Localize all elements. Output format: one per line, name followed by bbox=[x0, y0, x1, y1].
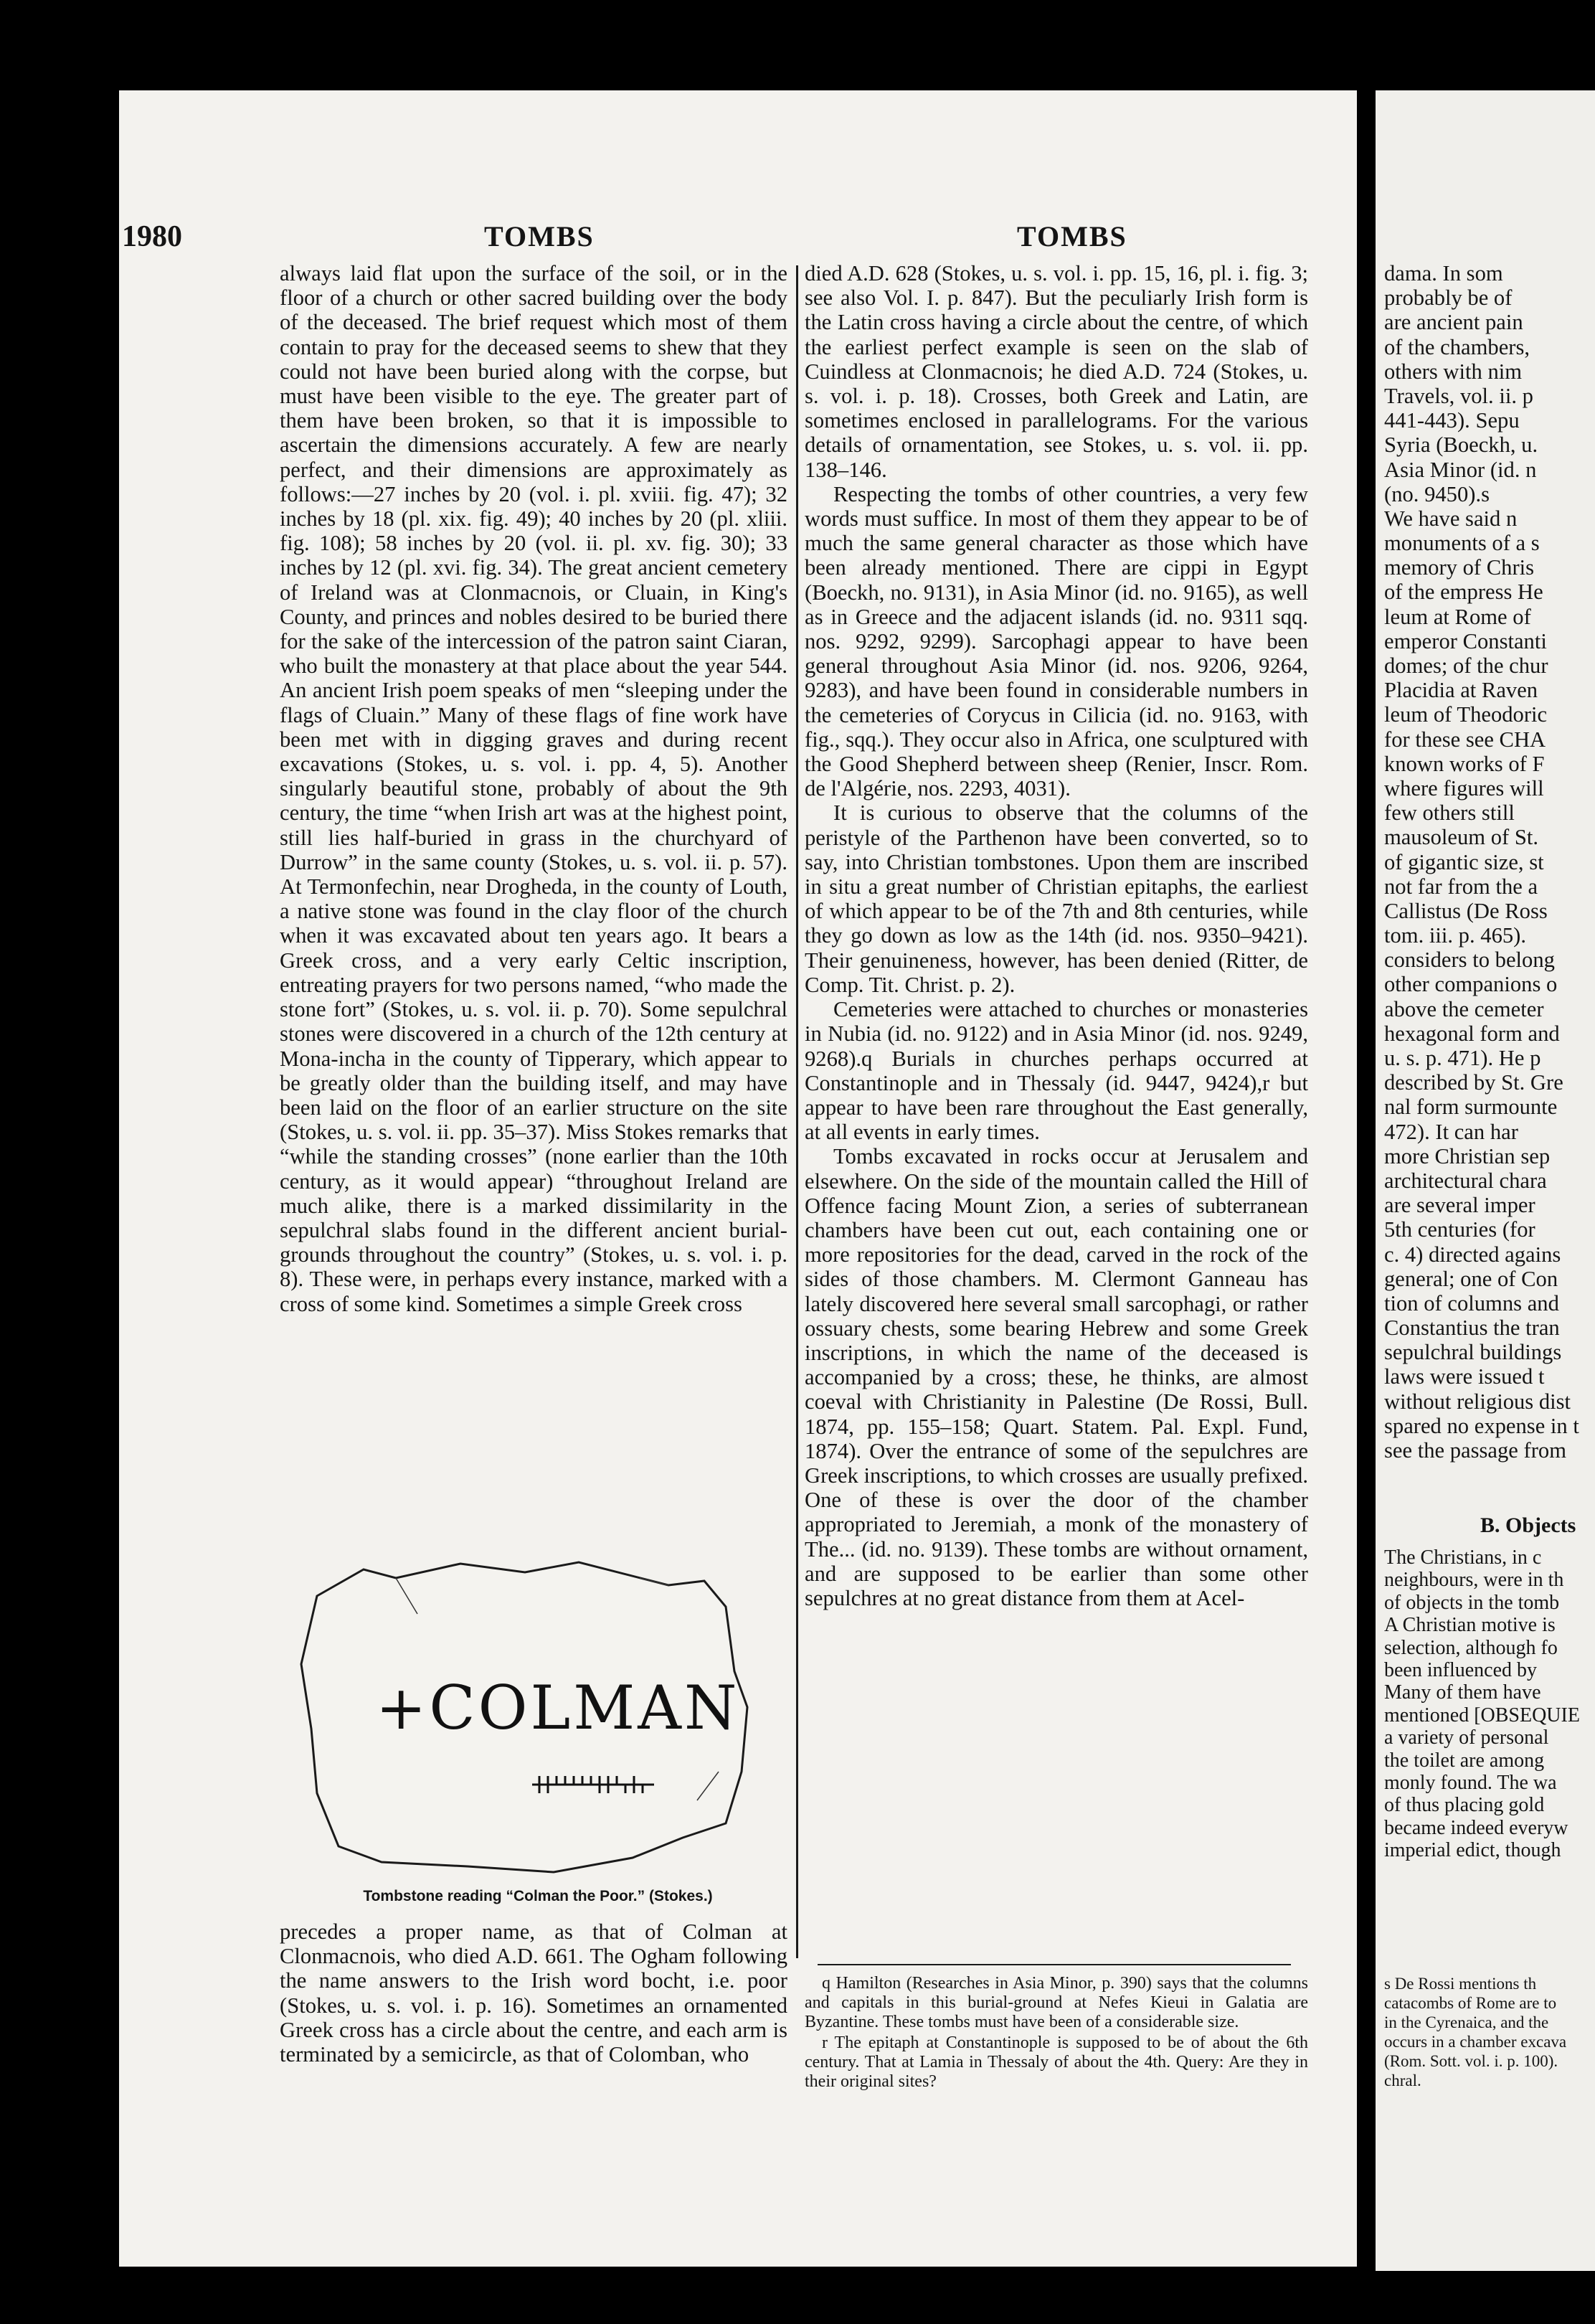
footnote-r: r The epitaph at Constantinople is supposed to be of about the 6th century. That at Lamia in Thessaly of about the 4th. Query: Are they in their original sites? bbox=[805, 2034, 1308, 2091]
next-page-line: 441-443). Sepu bbox=[1384, 408, 1520, 433]
right-column-paragraph-4: Cemeteries were attached to churches or monasteries in Nubia (id. no. 9122) and in Asia Minor (id. nos. 9249, 9268).q Burials in churches perhaps occurred at Constantinople and in Thessaly (id. 9447, 9424),r but appear to have been rare throughout the East generally, at all events in early times. bbox=[805, 997, 1308, 1145]
next-page-footnote-line: s De Rossi mentions th bbox=[1384, 1975, 1537, 1993]
next-page-line: of the empress He bbox=[1384, 580, 1543, 605]
running-head-right: TOMBS bbox=[1017, 220, 1127, 252]
next-page-line: are ancient pain bbox=[1384, 310, 1523, 335]
next-page-line: A Christian motive is bbox=[1384, 1614, 1556, 1637]
next-page-section-text bbox=[1384, 1546, 1595, 1861]
left-column bbox=[280, 261, 787, 1316]
next-page-line: few others still bbox=[1384, 800, 1515, 826]
next-page-line: of the chambers, bbox=[1384, 334, 1530, 359]
next-page-line: memory of Chris bbox=[1384, 555, 1535, 580]
next-page-line: considers to belong bbox=[1384, 948, 1555, 973]
next-page-line: mausoleum of St. bbox=[1384, 825, 1538, 850]
next-page-line: architectural chara bbox=[1384, 1168, 1547, 1193]
next-page-line: u. s. p. 471). He p bbox=[1384, 1046, 1541, 1070]
next-page-line: Many of them have bbox=[1384, 1681, 1541, 1704]
next-page-line: above the cemeter bbox=[1384, 996, 1544, 1021]
next-page-line: spared no expense in t bbox=[1384, 1413, 1579, 1438]
left-column-paragraph: always laid flat upon the surface of the soil, or in the floor of a church or other sacred building over the body of the deceased. The brief request which most of them contain to pray for the deceased seems to shew that they could not have been buried along with the corpse, but must have been visible to the eye. The greater part of them have been broken, so that it is impossible to ascertain the dimensions accurately. A few are nearly perfect, and their dimensions are approximately as follows:—27 inches by 20 (vol. i. pl. xviii. fig. 47); 32 inches by 18 (pl. xix. fig. 49); 40 inches by 20 (pl. xliii. fig. 108); 58 inches by 20 (vol. ii. pl. xv. fig. 30); 33 inches by 12 (pl. xvi. fig. 34). The great ancient cemetery of Ireland was at Clonmacnois, or Cluain, in King's County, and princes and nobles desired to be buried there for the sake of the intercession of the patron saint Ciaran, who built the monastery at that place about the year 544. An ancient Irish poem speaks of men “sleeping under the flags of Cluain.” Many of these flags of fine work have been met with in digging graves and during recent excavations (Stokes, u. s. vol. i. pp. 4, 5). Another singularly beautiful stone, probably of about the 9th century, the time “when Irish art was at the highest point, still lies half-buried in grass in the churchyard of Durrow” in the same county (Stokes, u. s. vol. ii. p. 57). At Termonfechin, near Drogheda, in the county of Louth, a native stone was found in the clay floor of the church when it was excavated about ten years ago. It bears a Greek cross, and a very early Celtic inscription, entreating prayers for two persons named, “who made the stone fort” (Stokes, u. s. vol. ii. p. 70). Some sepulchral stones were discovered in a church of the 12th century at Mona-incha in the county of Tipperary, which appear to be greatly older than the building itself, and may have been laid on the floor of an earlier structure on the site (Stokes, u. s. vol. ii. pp. 35–37). Miss Stokes remarks that “while the standing crosses” (none earlier than the 10th century, as it would appear) “throughout Ireland are much alike, there is a marked dissimilarity in the sepulchral slabs found in the different ancient burial-grounds throughout the country” (Stokes, u. s. vol. i. p. 8). These were, in perhaps every instance, marked with a cross of some kind. Sometimes a simple Greek cross bbox=[280, 261, 787, 1316]
next-page-line: leum at Rome of bbox=[1384, 604, 1531, 629]
next-page-line: Callistus (De Ross bbox=[1384, 898, 1548, 923]
next-page-line: (no. 9450).s bbox=[1384, 481, 1490, 506]
next-page-line: nal form surmounte bbox=[1384, 1095, 1558, 1120]
next-page-line: of thus placing gold bbox=[1384, 1794, 1545, 1817]
next-page-line: without religious dist bbox=[1384, 1389, 1571, 1414]
next-page-line: domes; of the chur bbox=[1384, 653, 1548, 678]
next-page-line: c. 4) directed agains bbox=[1384, 1242, 1561, 1267]
next-page-line: 472). It can har bbox=[1384, 1119, 1518, 1144]
footnote-rule bbox=[818, 1964, 1291, 1965]
next-page-footnote-line: (Rom. Sott. vol. i. p. 100). bbox=[1384, 2052, 1558, 2070]
tombstone-figure bbox=[295, 1557, 762, 1901]
left-column-continuation: precedes a proper name, as that of Colman at Clonmacnois, who died A.D. 661. The Ogham following the name answers to the Irish word bocht, i.e. poor (Stokes, u. s. vol. i. p. 16). Sometimes an ornamented Greek cross has a circle about the centre, and each arm is terminated by a semicircle, as that of Colomban, who bbox=[280, 1919, 787, 2067]
next-page-footnote bbox=[1384, 1974, 1566, 2090]
next-page-line: for these see CHA bbox=[1384, 727, 1546, 752]
footnote-q: q Hamilton (Researches in Asia Minor, p. 390) says that the columns and capitals in this burial-ground at Nefes Kieui in Galatia are Byzantine. These tombs must have been of a considerable size. bbox=[805, 1974, 1308, 2031]
next-page-line: Constantius the tran bbox=[1384, 1315, 1560, 1341]
next-page-line: are several imper bbox=[1384, 1193, 1535, 1218]
next-page-line: been influenced by bbox=[1384, 1658, 1538, 1681]
colman-inscription: +COLMAN bbox=[376, 1673, 740, 1743]
next-page-line: monuments of a s bbox=[1384, 531, 1540, 556]
next-page-line: neighbours, were in th bbox=[1384, 1569, 1564, 1592]
next-page-line: monly found. The wa bbox=[1384, 1771, 1557, 1794]
next-page-line: hexagonal form and bbox=[1384, 1021, 1560, 1046]
next-page-line: tom. iii. p. 465). bbox=[1384, 923, 1527, 948]
next-page-line: The Christians, in c bbox=[1384, 1546, 1542, 1569]
next-page-line: of gigantic size, st bbox=[1384, 849, 1544, 874]
next-page-line: not far from the a bbox=[1384, 874, 1538, 899]
column-rule bbox=[796, 265, 798, 1958]
next-page-line: where figures will bbox=[1384, 775, 1544, 800]
right-column-paragraph-5: Tombs excavated in rocks occur at Jerusalem and elsewhere. On the side of the mountain called the Hill of Offence facing Mount Zion, a series of subterranean chambers have been cut out, each containing one or more repositories for the dead, carved in the rock of the sides of those chambers. M. Clermont Ganneau has lately discovered here several small sarcophagi, or rather ossuary chests, some bearing Hebrew and some Greek inscriptions, in which the name of the deceased is accompanied by a cross; these, he thinks, are almost coeval with Christianity in Palestine (De Rossi, Bull. 1874, pp. 155–158; Quart. Statem. Pal. Expl. Fund, 1874). Over the entrance of some of the sepulchres are Greek inscriptions, to which crosses are usually prefixed. One of these is over the door of the chamber appropriated to Jeremiah, a monk of the monastery of The... (id. no. 9139). These tombs are without ornament, and are supposed to be earlier than some other sepulchres at no great distance from them at Acel- bbox=[805, 1144, 1308, 1610]
next-page-line: known works of F bbox=[1384, 751, 1545, 776]
running-head-left: TOMBS bbox=[484, 220, 595, 252]
right-column bbox=[805, 261, 1308, 1610]
page-gutter bbox=[1357, 86, 1376, 2267]
next-page-line: of objects in the tomb bbox=[1384, 1591, 1560, 1614]
next-page-footnote-line: occurs in a chamber excava bbox=[1384, 2033, 1567, 2051]
next-page-column bbox=[1384, 261, 1595, 1463]
next-page-line: Syria (Boeckh, u. bbox=[1384, 433, 1538, 458]
next-page-line: emperor Constanti bbox=[1384, 628, 1547, 653]
next-page-line: a variety of personal bbox=[1384, 1727, 1549, 1749]
next-page-line: Asia Minor (id. n bbox=[1384, 457, 1537, 482]
next-page-line: others with nim bbox=[1384, 359, 1523, 384]
next-page-line: tion of columns and bbox=[1384, 1290, 1559, 1315]
next-page-section-heading: B. Objects bbox=[1480, 1513, 1576, 1537]
footnotes bbox=[805, 1974, 1308, 2093]
next-page-line: Travels, vol. ii. p bbox=[1384, 383, 1533, 408]
next-page-line: probably be of bbox=[1384, 285, 1513, 311]
right-column-paragraph-1: died A.D. 628 (Stokes, u. s. vol. i. pp. 15, 16, pl. i. fig. 3; see also Vol. I. p. 847). But the peculiarly Irish form is the Latin cross having a circle about the centre, of which the earliest perfect example is seen on the slab of Cuindless at Clonmacnois; he died A.D. 724 (Stokes, u. s. vol. i. p. 18). Crosses, both Greek and Latin, are sometimes enclosed in parallelograms. For the various details of ornamentation, see Stokes, u. s. vol. ii. pp. 138–146. bbox=[805, 261, 1308, 482]
right-column-paragraph-2: Respecting the tombs of other countries, a very few words must suffice. In most of them they appear to be of much the same general character as those which have been already mentioned. There are cippi in Egypt (Boeckh, no. 9131), in Asia Minor (id. no. 9165), as well as in Greece and the adjacent islands (id. no. 9311 sqq. nos. 9292, 9299). Sarcophagi appear to have been general throughout Asia Minor (id. nos. 9206, 9264, 9283), and have been found in considerable numbers in the cemeteries of Corycus in Cilicia (id. no. 9163, with fig., sqq.). They occur also in Africa, one sculptured with the Good Shepherd between sheep (Renier, Inscr. Rom. de l'Algérie, nos. 2293, 4031). bbox=[805, 481, 1308, 801]
next-page-footnote-line: in the Cyrenaica, and the bbox=[1384, 2013, 1549, 2031]
next-page-line: mentioned [OBSEQUIE bbox=[1384, 1704, 1580, 1727]
next-page-line: selection, although fo bbox=[1384, 1636, 1558, 1659]
next-page-line: dama. In som bbox=[1384, 261, 1503, 285]
next-page-line: see the passage from bbox=[1384, 1438, 1566, 1463]
next-page-line: 5th centuries (for bbox=[1384, 1217, 1535, 1242]
page-number: 1980 bbox=[122, 220, 182, 253]
next-page-footnote-line: catacombs of Rome are to bbox=[1384, 1994, 1557, 2012]
next-page-line: leum of Theodoric bbox=[1384, 702, 1548, 727]
next-page-line: other companions o bbox=[1384, 972, 1558, 997]
right-column-paragraph-3: It is curious to observe that the columns of the peristyle of the Parthenon have been converted, so to say, into Christian tombstones. Upon them are inscribed in situ a great number of Christian epitaphs, the earliest of which appear to be of the 7th and 8th centuries, while they go down as low as the 14th (id. nos. 9350–9421). Their genuineness, however, has been denied (Ritter, de Comp. Tit. Christ. p. 2). bbox=[805, 800, 1308, 997]
next-page-line: general; one of Con bbox=[1384, 1266, 1558, 1291]
inscription-group bbox=[376, 1673, 739, 1743]
next-page-line: We have said n bbox=[1384, 506, 1518, 531]
next-page-line: became indeed everyw bbox=[1384, 1816, 1568, 1839]
next-page-line: Placidia at Raven bbox=[1384, 678, 1538, 703]
figure-caption: Tombstone reading “Colman the Poor.” (Stokes.) bbox=[363, 1888, 713, 1904]
next-page-line: laws were issued t bbox=[1384, 1364, 1545, 1389]
next-page-line: described by St. Gre bbox=[1384, 1070, 1563, 1095]
next-page-line: more Christian sep bbox=[1384, 1143, 1551, 1168]
next-page-line: the toilet are among bbox=[1384, 1749, 1545, 1772]
next-page-line: sepulchral buildings bbox=[1384, 1340, 1562, 1365]
next-page-footnote-line: chral. bbox=[1384, 2072, 1421, 2089]
next-page-line: imperial edict, though bbox=[1384, 1839, 1561, 1862]
